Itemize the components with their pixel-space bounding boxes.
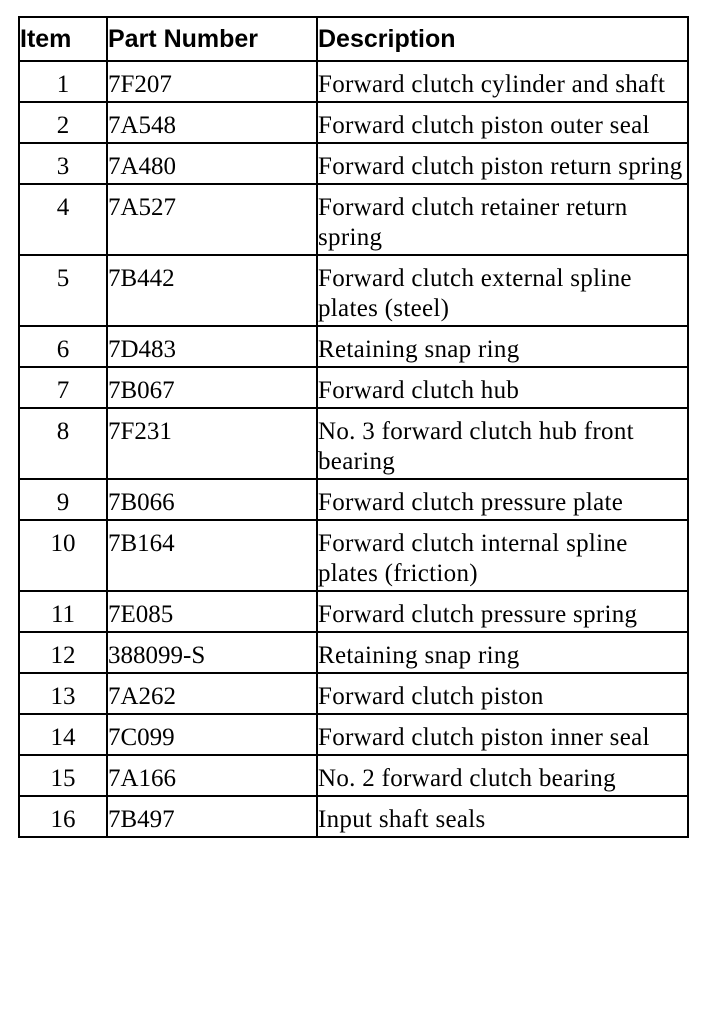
- table-row: [19, 632, 688, 673]
- description-cell: Forward clutch external spline plates (steel): [317, 255, 688, 326]
- part-number-cell: 7A548: [107, 102, 317, 143]
- description-cell: Forward clutch hub: [317, 367, 688, 408]
- description-cell: Forward clutch internal spline plates (friction): [317, 520, 688, 591]
- item-cell: 1: [19, 61, 107, 102]
- description-cell: No. 3 forward clutch hub front bearing: [317, 408, 688, 479]
- part-number-cell: 7E085: [107, 591, 317, 632]
- item-cell: 16: [19, 796, 107, 837]
- table-row: [19, 61, 688, 102]
- item-cell: 9: [19, 479, 107, 520]
- parts-table: [18, 16, 689, 838]
- part-number-cell: 7B066: [107, 479, 317, 520]
- table-header: [19, 17, 688, 61]
- part-number-cell: 388099-S: [107, 632, 317, 673]
- part-number-cell: 7F207: [107, 61, 317, 102]
- description-cell: Forward clutch piston: [317, 673, 688, 714]
- part-number-cell: 7A480: [107, 143, 317, 184]
- table-row: [19, 591, 688, 632]
- item-cell: 13: [19, 673, 107, 714]
- header-row: [19, 17, 688, 61]
- description-cell: Forward clutch piston outer seal: [317, 102, 688, 143]
- table-row: [19, 184, 688, 255]
- item-cell: 2: [19, 102, 107, 143]
- item-cell: 8: [19, 408, 107, 479]
- table-row: [19, 796, 688, 837]
- item-cell: 10: [19, 520, 107, 591]
- part-number-cell: 7B067: [107, 367, 317, 408]
- description-cell: No. 2 forward clutch bearing: [317, 755, 688, 796]
- header-item: Item: [19, 17, 107, 61]
- header-description: Description: [317, 17, 688, 61]
- part-number-cell: 7F231: [107, 408, 317, 479]
- description-cell: Forward clutch retainer return spring: [317, 184, 688, 255]
- table-row: [19, 520, 688, 591]
- table-row: [19, 714, 688, 755]
- description-cell: Retaining snap ring: [317, 326, 688, 367]
- item-cell: 4: [19, 184, 107, 255]
- item-cell: 14: [19, 714, 107, 755]
- item-cell: 5: [19, 255, 107, 326]
- item-cell: 7: [19, 367, 107, 408]
- part-number-cell: 7A262: [107, 673, 317, 714]
- description-cell: Forward clutch piston inner seal: [317, 714, 688, 755]
- description-cell: Retaining snap ring: [317, 632, 688, 673]
- table-row: [19, 755, 688, 796]
- description-cell: Forward clutch pressure spring: [317, 591, 688, 632]
- description-cell: Input shaft seals: [317, 796, 688, 837]
- table-row: [19, 143, 688, 184]
- part-number-cell: 7D483: [107, 326, 317, 367]
- table-row: [19, 479, 688, 520]
- part-number-cell: 7B442: [107, 255, 317, 326]
- description-cell: Forward clutch pressure plate: [317, 479, 688, 520]
- table-body: [19, 61, 688, 837]
- table-row: [19, 102, 688, 143]
- part-number-cell: 7B497: [107, 796, 317, 837]
- description-cell: Forward clutch piston return spring: [317, 143, 688, 184]
- part-number-cell: 7B164: [107, 520, 317, 591]
- item-cell: 11: [19, 591, 107, 632]
- table-row: [19, 673, 688, 714]
- part-number-cell: 7C099: [107, 714, 317, 755]
- table-row: [19, 326, 688, 367]
- table-row: [19, 255, 688, 326]
- table-row: [19, 367, 688, 408]
- description-cell: Forward clutch cylinder and shaft: [317, 61, 688, 102]
- part-number-cell: 7A166: [107, 755, 317, 796]
- item-cell: 12: [19, 632, 107, 673]
- header-part-number: Part Number: [107, 17, 317, 61]
- item-cell: 3: [19, 143, 107, 184]
- item-cell: 15: [19, 755, 107, 796]
- item-cell: 6: [19, 326, 107, 367]
- part-number-cell: 7A527: [107, 184, 317, 255]
- table-row: [19, 408, 688, 479]
